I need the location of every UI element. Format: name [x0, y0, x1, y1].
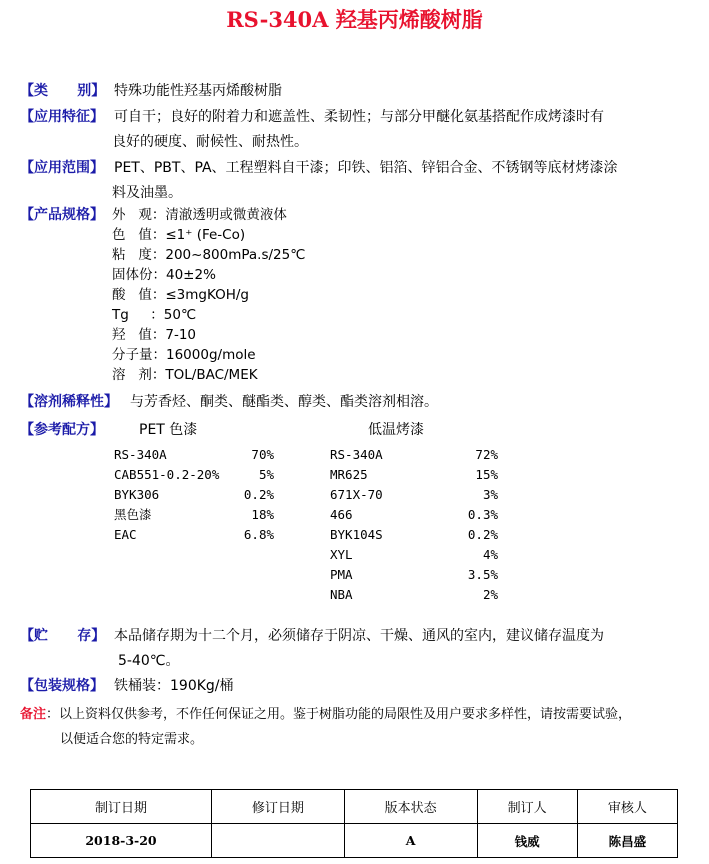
- formula-ingredient-name: EAC: [114, 527, 137, 542]
- revision-value-row: [31, 824, 678, 858]
- note-label: 备注: [20, 707, 47, 722]
- formula-ingredient-value: 0.2%: [243, 487, 274, 502]
- storage-line2: 5-40℃。: [118, 653, 180, 669]
- features-line2: 良好的硬度、耐候性、耐热性。: [112, 134, 308, 150]
- formula-ingredient-name: 671X-70: [330, 487, 383, 502]
- section-scope: 【应用范围】 PET、PBT、PA、工程塑料自干漆；印铁、铝箔、锌铝合金、不锈钢等底材烤漆涂 料及油墨。: [20, 157, 690, 203]
- formula-ingredient-value: 15%: [475, 467, 498, 482]
- section-category: 【类 别】 特殊功能性羟基丙烯酸树脂: [20, 80, 690, 103]
- section-specs: 【产品规格】 外 观：清澈透明或微黄液体 色 值：≤1⁺ (Fe-Co) 粘 度：200~800mPa.s/25℃ 固体份：40±2% 酸 值：≤3mgKOH/g Tg ：50℃ 羟 值：7-10 分子量：16000g/mole 溶 剂：TOL/BAC/MEK: [20, 204, 690, 388]
- formula-ingredient-name: RS-340A: [330, 447, 383, 462]
- formula-ingredient-value: 4%: [482, 547, 498, 562]
- section-solvent: 【溶剂稀释性】 与芳香烃、酮类、醚酯类、醇类、酯类溶剂相溶。: [20, 391, 690, 414]
- formula-ingredient-value: 18%: [251, 507, 274, 522]
- features-line1: 可自干；良好的附着力和遮盖性、柔韧性；与部分甲醚化氨基搭配作成烤漆时有: [114, 109, 604, 125]
- formula-left-title: PET 色漆: [139, 422, 198, 438]
- formula-ingredient-name: MR625: [330, 467, 368, 482]
- value-version: A: [344, 824, 477, 858]
- spec-row: Tg ：50℃: [112, 307, 197, 323]
- formula-ingredient-name: CAB551-0.2-20%: [114, 467, 220, 482]
- formula-ingredient-name: 黑色漆: [114, 507, 152, 522]
- spec-row: 固体份：40±2%: [112, 267, 216, 283]
- formula-ingredient-name: PMA: [330, 567, 353, 582]
- solvent-text: 与芳香烃、酮类、醚酯类、醇类、酯类溶剂相溶。: [130, 394, 438, 410]
- scope-label: 应用范围: [34, 160, 90, 176]
- value-author: 钱威: [477, 824, 577, 858]
- formula-ingredient-name: BYK104S: [330, 527, 383, 542]
- revision-header-row: [31, 790, 678, 824]
- spec-row: 溶 剂：TOL/BAC/MEK: [112, 367, 258, 383]
- value-revise-date: [211, 824, 344, 858]
- formula-ingredient-value: 0.3%: [467, 507, 498, 522]
- revision-table: [30, 789, 678, 858]
- formula-ingredient-name: BYK306: [114, 487, 160, 502]
- scope-line2: 料及油墨。: [112, 185, 182, 201]
- header-revise-date: 修订日期: [211, 790, 344, 824]
- features-label: 应用特征: [34, 109, 90, 125]
- specs-label: 产品规格: [34, 207, 90, 223]
- storage-line1: 本品储存期为十二个月，必须储存于阴凉、干燥、通风的室内，建议储存温度为: [114, 628, 604, 644]
- page-title: RS-340A 羟基丙烯酸树脂: [226, 7, 483, 32]
- formula-ingredient-name: RS-340A: [114, 447, 167, 462]
- formula-ingredient-value: 6.8%: [243, 527, 274, 542]
- header-author: 制订人: [477, 790, 577, 824]
- storage-label: 贮 存: [34, 628, 92, 644]
- scope-line1: PET、PBT、PA、工程塑料自干漆；印铁、铝箔、锌铝合金、不锈钢等底材烤漆涂: [114, 160, 618, 176]
- formula-ingredient-value: 5%: [258, 467, 274, 482]
- value-issue-date: 2018-3-20: [31, 824, 212, 858]
- value-reviewer: 陈昌盛: [577, 824, 677, 858]
- category-label: 类 别: [34, 83, 92, 99]
- section-features: 【应用特征】 可自干；良好的附着力和遮盖性、柔韧性；与部分甲醚化氨基搭配作成烤漆时有 良好的硬度、耐候性、耐热性。: [20, 106, 690, 152]
- spec-row: 外 观：清澈透明或微黄液体: [112, 207, 287, 223]
- header-issue-date: 制订日期: [31, 790, 212, 824]
- packaging-text: 铁桶装：190Kg/桶: [114, 678, 234, 694]
- formula-ingredient-value: 72%: [475, 447, 498, 462]
- category-text: 特殊功能性羟基丙烯酸树脂: [114, 83, 282, 99]
- formula-ingredient-value: 0.2%: [467, 527, 498, 542]
- formula-ingredient-value: 3%: [482, 487, 498, 502]
- spec-row: 羟 值：7-10: [112, 327, 197, 343]
- packaging-label: 包装规格: [34, 678, 90, 694]
- formula-ingredient-name: NBA: [330, 587, 353, 602]
- spec-row: 色 值：≤1⁺ (Fe-Co): [112, 227, 246, 243]
- note-line2: 以便适合您的特定需求。: [60, 732, 204, 747]
- formula-right-title: 低温烤漆: [368, 422, 424, 438]
- formula-ingredient-value: 2%: [482, 587, 498, 602]
- formula-label: 参考配方: [34, 422, 90, 438]
- section-formula: 【参考配方】 PET 色漆 低温烤漆 RS-340A 70% CAB551-0.2-20% 5% BYK306 0.2% 黑色漆 18% EAC 6.8% RS-340A 72% MR625 15% 671X-70 3% 466 0.3% BYK104S 0.2% XYL 4% PMA 3.5% NBA 2%: [20, 419, 690, 604]
- section-storage: 【贮 存】 本品储存期为十二个月，必须储存于阴凉、干燥、通风的室内，建议储存温度为 5-40℃。: [20, 625, 690, 673]
- spec-row: 酸 值：≤3mgKOH/g: [112, 287, 250, 303]
- solvent-label: 溶剂稀释性: [34, 394, 104, 410]
- formula-ingredient-value: 70%: [251, 447, 274, 462]
- spec-row: 分子量：16000g/mole: [112, 347, 256, 363]
- note-line1: ：以上资料仅供参考，不作任何保证之用。鉴于树脂功能的局限性及用户要求多样性，请按需要试验，: [46, 707, 632, 722]
- header-reviewer: 审核人: [577, 790, 677, 824]
- note-section: [20, 702, 692, 752]
- section-packaging: 【包装规格】 铁桶装：190Kg/桶: [20, 675, 690, 698]
- formula-ingredient-value: 3.5%: [467, 567, 498, 582]
- formula-ingredient-name: XYL: [330, 547, 353, 562]
- header-version: 版本状态: [344, 790, 477, 824]
- formula-ingredient-name: 466: [330, 507, 353, 522]
- spec-row: 粘 度：200~800mPa.s/25℃: [112, 247, 306, 263]
